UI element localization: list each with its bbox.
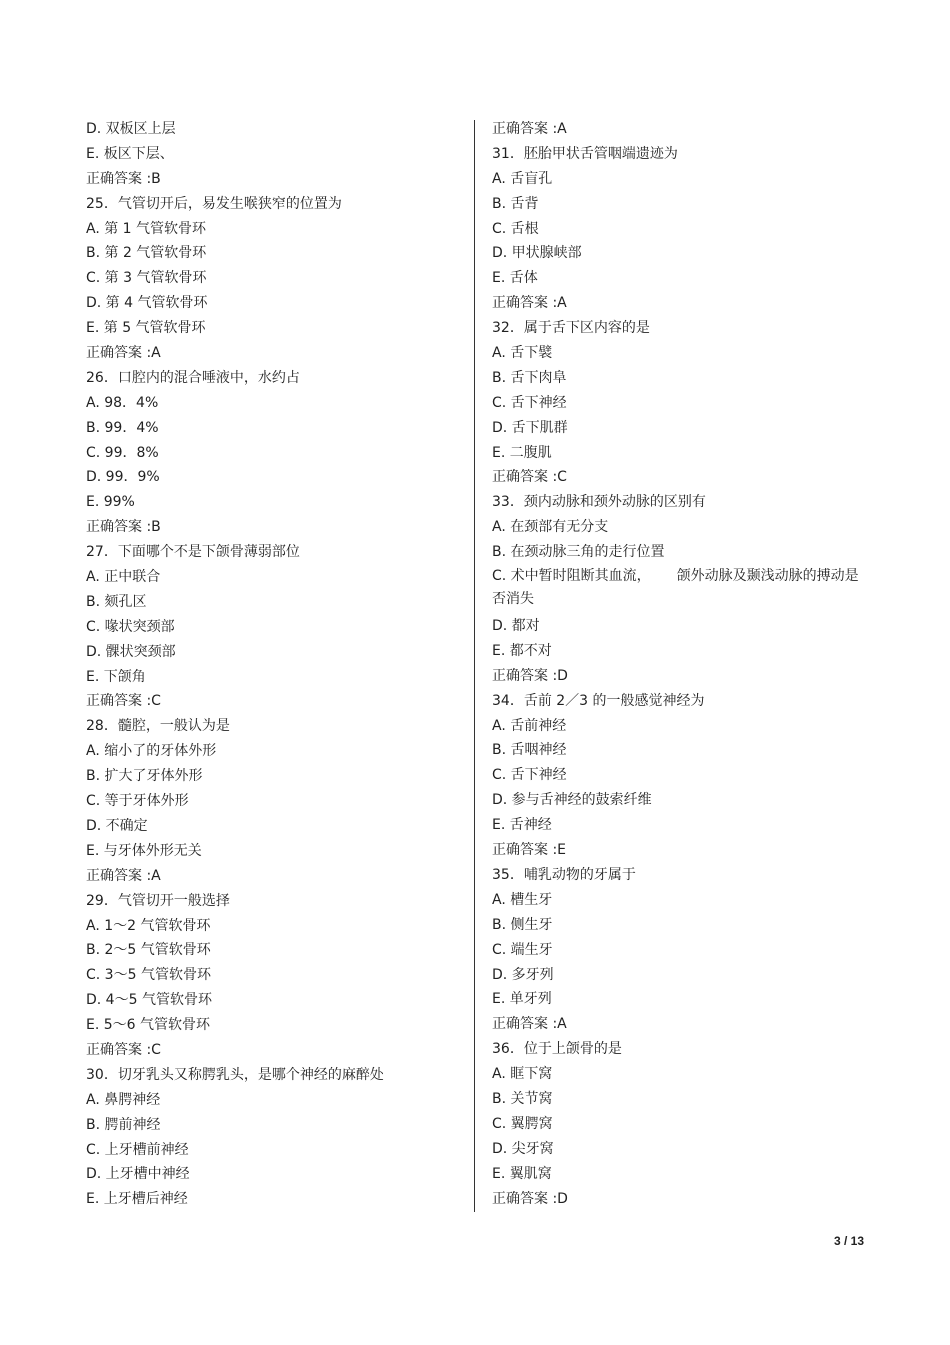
option-text-part: 颌外动脉及颞浅动脉的搏动是否消失 [492, 568, 859, 608]
option-line: E. 99% [86, 494, 135, 511]
option-line: C. 第 3 气管软骨环 [86, 270, 207, 287]
question-line: 26．口腔内的混合唾液中，水约占 [86, 369, 300, 386]
question-line: 33．颈内动脉和颈外动脉的区别有 [492, 494, 706, 511]
answer-line: 正确答案 :C [86, 693, 161, 710]
option-line: A. 鼻腭神经 [86, 1091, 161, 1108]
option-line: C. 舌根 [492, 220, 539, 237]
option-line: B. 腭前神经 [86, 1116, 161, 1133]
option-line: A. 98．4% [86, 394, 159, 411]
option-line: B. 侧生牙 [492, 916, 553, 933]
option-text-part: C. 术中暂时阻断其血流， [492, 568, 651, 585]
option-line: A. 舌前神经 [492, 717, 567, 734]
option-line: C. 舌下神经 [492, 394, 567, 411]
answer-line: 正确答案 :D [492, 667, 568, 684]
option-line: D. 参与舌神经的鼓索纤维 [492, 792, 652, 809]
option-line: A. 舌盲孔 [492, 170, 553, 187]
option-line: A. 第 1 气管软骨环 [86, 220, 207, 237]
question-line: 25．气管切开后，易发生喉狭窄的位置为 [86, 195, 342, 212]
option-line: D. 甲状腺峡部 [492, 245, 582, 262]
answer-line: 正确答案 :A [86, 345, 161, 362]
option-line: E. 二腹肌 [492, 444, 552, 461]
option-line: D. 多牙列 [492, 966, 554, 983]
question-line: 32．属于舌下区内容的是 [492, 320, 650, 337]
answer-line: 正确答案 :A [492, 295, 567, 312]
option-line: D. 尖牙窝 [492, 1140, 554, 1157]
option-line: D. 99．9% [86, 469, 160, 486]
option-line: B. 颏孔区 [86, 593, 147, 610]
option-line: A. 正中联合 [86, 569, 161, 586]
option-line: C. 上牙槽前神经 [86, 1141, 189, 1158]
option-line: B. 扩大了牙体外形 [86, 768, 203, 785]
option-line: E. 5～6 气管软骨环 [86, 1017, 211, 1034]
option-line: E. 翼肌窝 [492, 1165, 552, 1182]
option-line: D. 4～5 气管软骨环 [86, 992, 212, 1009]
option-line: A. 眶下窝 [492, 1066, 553, 1083]
option-line: E. 板区下层、 [86, 145, 174, 162]
question-line: 28．髓腔，一般认为是 [86, 718, 230, 735]
option-line: E. 舌体 [492, 270, 538, 287]
column-divider [474, 120, 475, 1212]
question-line: 27．下面哪个不是下颌骨薄弱部位 [86, 544, 300, 561]
option-line: C. 翼腭窝 [492, 1115, 553, 1132]
option-line: B. 舌咽神经 [492, 742, 567, 759]
answer-line: 正确答案 :D [492, 1190, 568, 1207]
option-line: E. 下颌角 [86, 668, 146, 685]
option-line: E. 上牙槽后神经 [86, 1191, 188, 1208]
option-line: C. 等于牙体外形 [86, 793, 189, 810]
option-line: B. 关节窝 [492, 1090, 553, 1107]
option-line: D. 上牙槽中神经 [86, 1166, 190, 1183]
option-line [492, 565, 862, 611]
option-line: A. 在颈部有无分支 [492, 519, 609, 536]
option-line: D. 髁状突颈部 [86, 643, 176, 660]
option-line: C. 3～5 气管软骨环 [86, 967, 211, 984]
question-line: 36．位于上颌骨的是 [492, 1041, 622, 1058]
answer-line: 正确答案 :A [492, 121, 567, 137]
question-line: 35．哺乳动物的牙属于 [492, 866, 636, 883]
option-line: B. 在颈动脉三角的走行位置 [492, 544, 665, 561]
question-line: 30．切牙乳头又称腭乳头，是哪个神经的麻醉处 [86, 1066, 384, 1083]
option-line: A. 舌下襞 [492, 345, 553, 362]
option-line: D. 双板区上层 [86, 121, 176, 137]
question-line: 31．胚胎甲状舌管咽端遗迹为 [492, 145, 678, 162]
option-line: E. 都不对 [492, 642, 552, 659]
right-column [492, 117, 862, 1211]
option-line: D. 第 4 气管软骨环 [86, 295, 208, 312]
option-line: D. 舌下肌群 [492, 419, 568, 436]
option-line: A. 缩小了的牙体外形 [86, 743, 217, 760]
question-line: 34．舌前 2／3 的一般感觉神经为 [492, 692, 705, 709]
answer-line: 正确答案 :C [492, 469, 567, 486]
left-column [86, 117, 466, 1212]
option-line: B. 99．4% [86, 419, 159, 436]
page-number: 3 / 13 [833, 1234, 864, 1248]
answer-line: 正确答案 :A [86, 867, 161, 884]
option-line: C. 喙状突颈部 [86, 618, 175, 635]
option-line: D. 都对 [492, 618, 540, 635]
answer-line: 正确答案 :B [86, 519, 161, 536]
question-line: 29．气管切开一般选择 [86, 892, 230, 909]
option-line: E. 舌神经 [492, 817, 552, 834]
option-line: A. 1～2 气管软骨环 [86, 917, 211, 934]
option-line: B. 舌背 [492, 195, 539, 212]
answer-line: 正确答案 :E [492, 842, 567, 859]
option-line: E. 单牙列 [492, 991, 552, 1008]
option-line: B. 舌下肉阜 [492, 369, 567, 386]
answer-line: 正确答案 :B [86, 170, 161, 187]
option-line: B. 第 2 气管软骨环 [86, 245, 207, 262]
option-line: C. 端生牙 [492, 941, 553, 958]
option-line: C. 舌下神经 [492, 767, 567, 784]
option-line: C. 99．8% [86, 444, 159, 461]
option-line: B. 2～5 气管软骨环 [86, 942, 211, 959]
answer-line: 正确答案 :A [492, 1016, 567, 1033]
option-line: A. 槽生牙 [492, 891, 553, 908]
option-line: E. 第 5 气管软骨环 [86, 320, 206, 337]
option-line: E. 与牙体外形无关 [86, 842, 202, 859]
answer-line: 正确答案 :C [86, 1041, 161, 1058]
option-line: D. 不确定 [86, 817, 148, 834]
